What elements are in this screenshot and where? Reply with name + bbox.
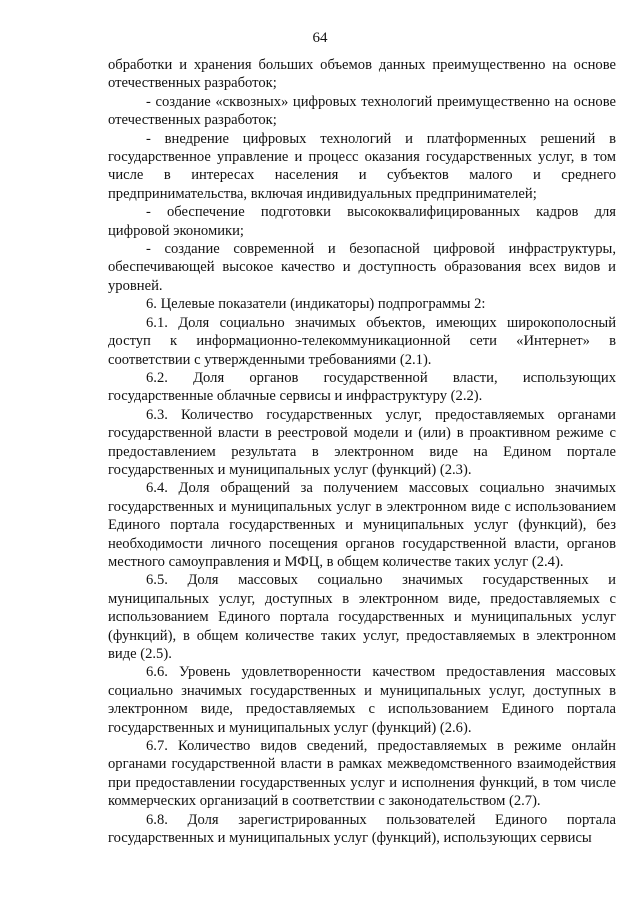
indicator-6-4: 6.4. Доля обращений за получением массовых социально значимых государственных и муниципальных услуг в электронном виде с использованием Единого портала государственных и муниципальных услуг (функций), без необходимости личного посещения органов государственной власти, органов местного самоуправления и МФЦ, в общем количестве таких услуг (2.4). <box>108 480 616 570</box>
indicator-6-6: 6.6. Уровень удовлетворенности качеством предоставления массовых социально значимых государственных и муниципальных услуг, доступных в электронном виде, предоставляемых с использованием Единого портала государственных и муниципальных услуг (функций) (2.6). <box>108 664 616 736</box>
indicator-6-7: 6.7. Количество видов сведений, предоставляемых в режиме онлайн органами государственной власти в рамках межведомственного взаимодействия при предоставлении государственных услуг и исполнения функций, в том числе коммерческих организаций в соответствии с законодательством (2.7). <box>108 738 616 810</box>
list-item-digital-infrastructure: - создание современной и безопасной цифровой инфраструктуры, обеспечивающей высокое качество и доступность образования всех видов и уровней. <box>108 241 616 294</box>
indicator-6-3: 6.3. Количество государственных услуг, предоставляемых органами государственной власти в реестровой модели и (или) в проактивном режиме с предоставлением результата в электронном виде на Едином портале государственных и муниципальных услуг (функций) (2.3). <box>108 406 616 478</box>
indicator-6-2: 6.2. Доля органов государственной власти, использующих государственные облачные сервисы и инфраструктуру (2.2). <box>108 369 616 405</box>
indicator-6-8: 6.8. Доля зарегистрированных пользователей Единого портала государственных и муниципальных услуг (функций), использующих сервисы <box>108 811 616 847</box>
document-body <box>108 56 616 847</box>
paragraph-continuation: обработки и хранения больших объемов данных преимущественно на основе отечественных разработок; <box>108 57 616 92</box>
section-heading-target-indicators: 6. Целевые показатели (индикаторы) подпрограммы 2: <box>146 296 486 313</box>
indicator-6-5: 6.5. Доля массовых социально значимых государственных и муниципальных услуг, доступных в электронном виде, предоставляемых с использованием Единого портала государственных и муниципальных услуг (функций), в общем количестве таких услуг, предоставляемых в электронном виде (2.5). <box>108 572 616 662</box>
indicator-6-1: 6.1. Доля социально значимых объектов, имеющих широкополосный доступ к информационно-телекоммуникационной сети «Интернет» в соответствии с утвержденными требованиями (2.1). <box>108 314 616 368</box>
list-item-digital-government: - внедрение цифровых технологий и платформенных решений в государственное управление и процесс оказания государственных услуг, в том числе в интересах населения и субъектов малого и среднего предпринимательства, включая индивидуальных предпринимателей; <box>108 130 616 202</box>
list-item-personnel-training: - обеспечение подготовки высококвалифицированных кадров для цифровой экономики; <box>108 204 616 239</box>
list-item-end-to-end-technologies: - создание «сквозных» цифровых технологий преимущественно на основе отечественных разработок; <box>108 93 616 129</box>
page-number: 64 <box>312 30 328 46</box>
